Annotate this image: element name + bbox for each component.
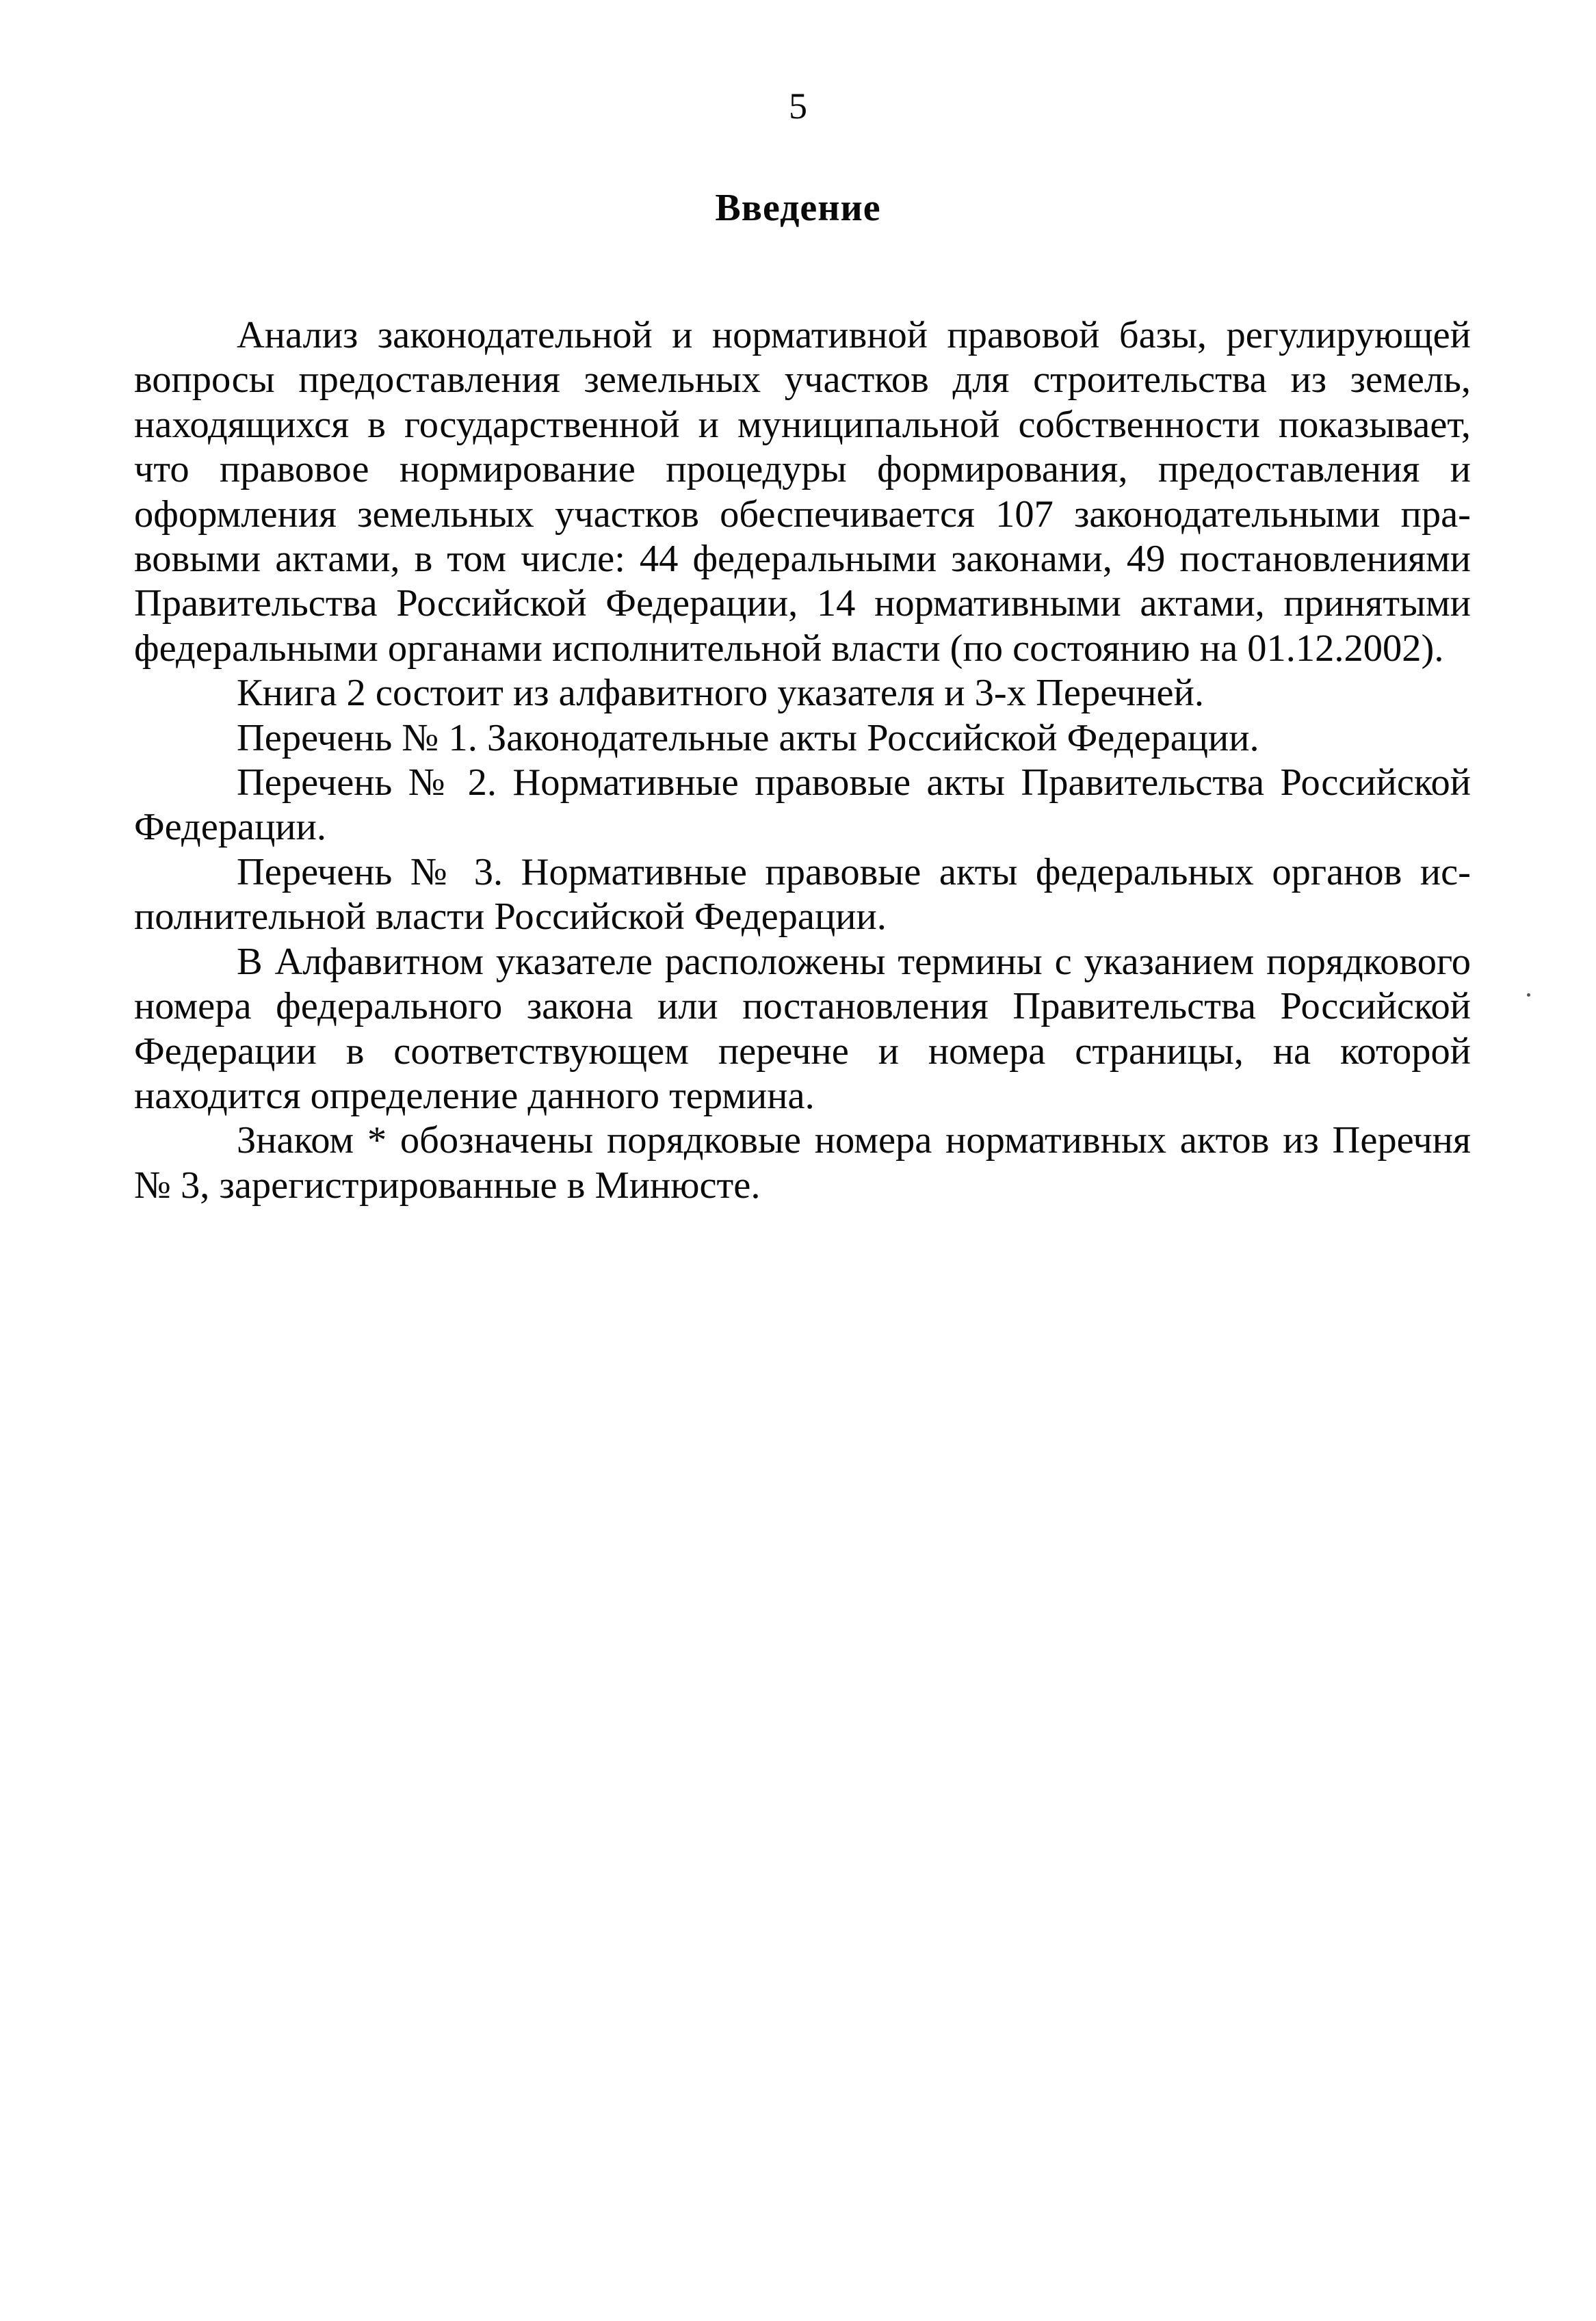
page-title: Введение (715, 187, 881, 229)
paragraph-book-structure: Книга 2 состоит из алфавитного указателя и 3-х Перечней. (237, 672, 1204, 715)
scan-speck (1527, 993, 1530, 997)
paragraph-list-2: Перечень № 2. Нормативные правовые акты Правительства Российской Федерации. (134, 761, 1471, 849)
paragraph-alphabetical-index: В Алфавитном указателе расположены термины с указанием порядкового номера федерального закона или постановления Правительства Российской Федерации в соответствующем перечне и номера страницы, на которой находится определение данного термина. (134, 940, 1471, 1117)
paragraph-list-1: Перечень № 1. Законодательные акты Российской Федерации. (237, 716, 1259, 759)
page-number: 5 (789, 86, 807, 127)
body-text (134, 313, 1471, 1208)
paragraph-asterisk-note: Знаком * обозначены порядковые номера нормативных актов из Перечня № 3, зарегистрированные в Минюсте. (134, 1119, 1471, 1207)
paragraph-analysis: Анализ законодательной и нормативной правовой базы, регулирующей вопросы предоставления земельных участков для строительства из земель, находящихся в государственной и муниципальной собственности показывает, что правовое нормирование процедуры формирования, предоставления и оформления земельных участков обеспечивается 107 законодательными правовыми актами, в том числе: 44 федеральными законами, 49 постановлениями Правительства Российской Федерации, 14 нормативными актами, принятыми федеральными органами исполнительной власти (по состоянию на 01.12.2002). (134, 314, 1471, 670)
paragraph-list-3: Перечень № 3. Нормативные правовые акты федеральных органов исполнительной власти Российской Федерации. (134, 850, 1471, 939)
